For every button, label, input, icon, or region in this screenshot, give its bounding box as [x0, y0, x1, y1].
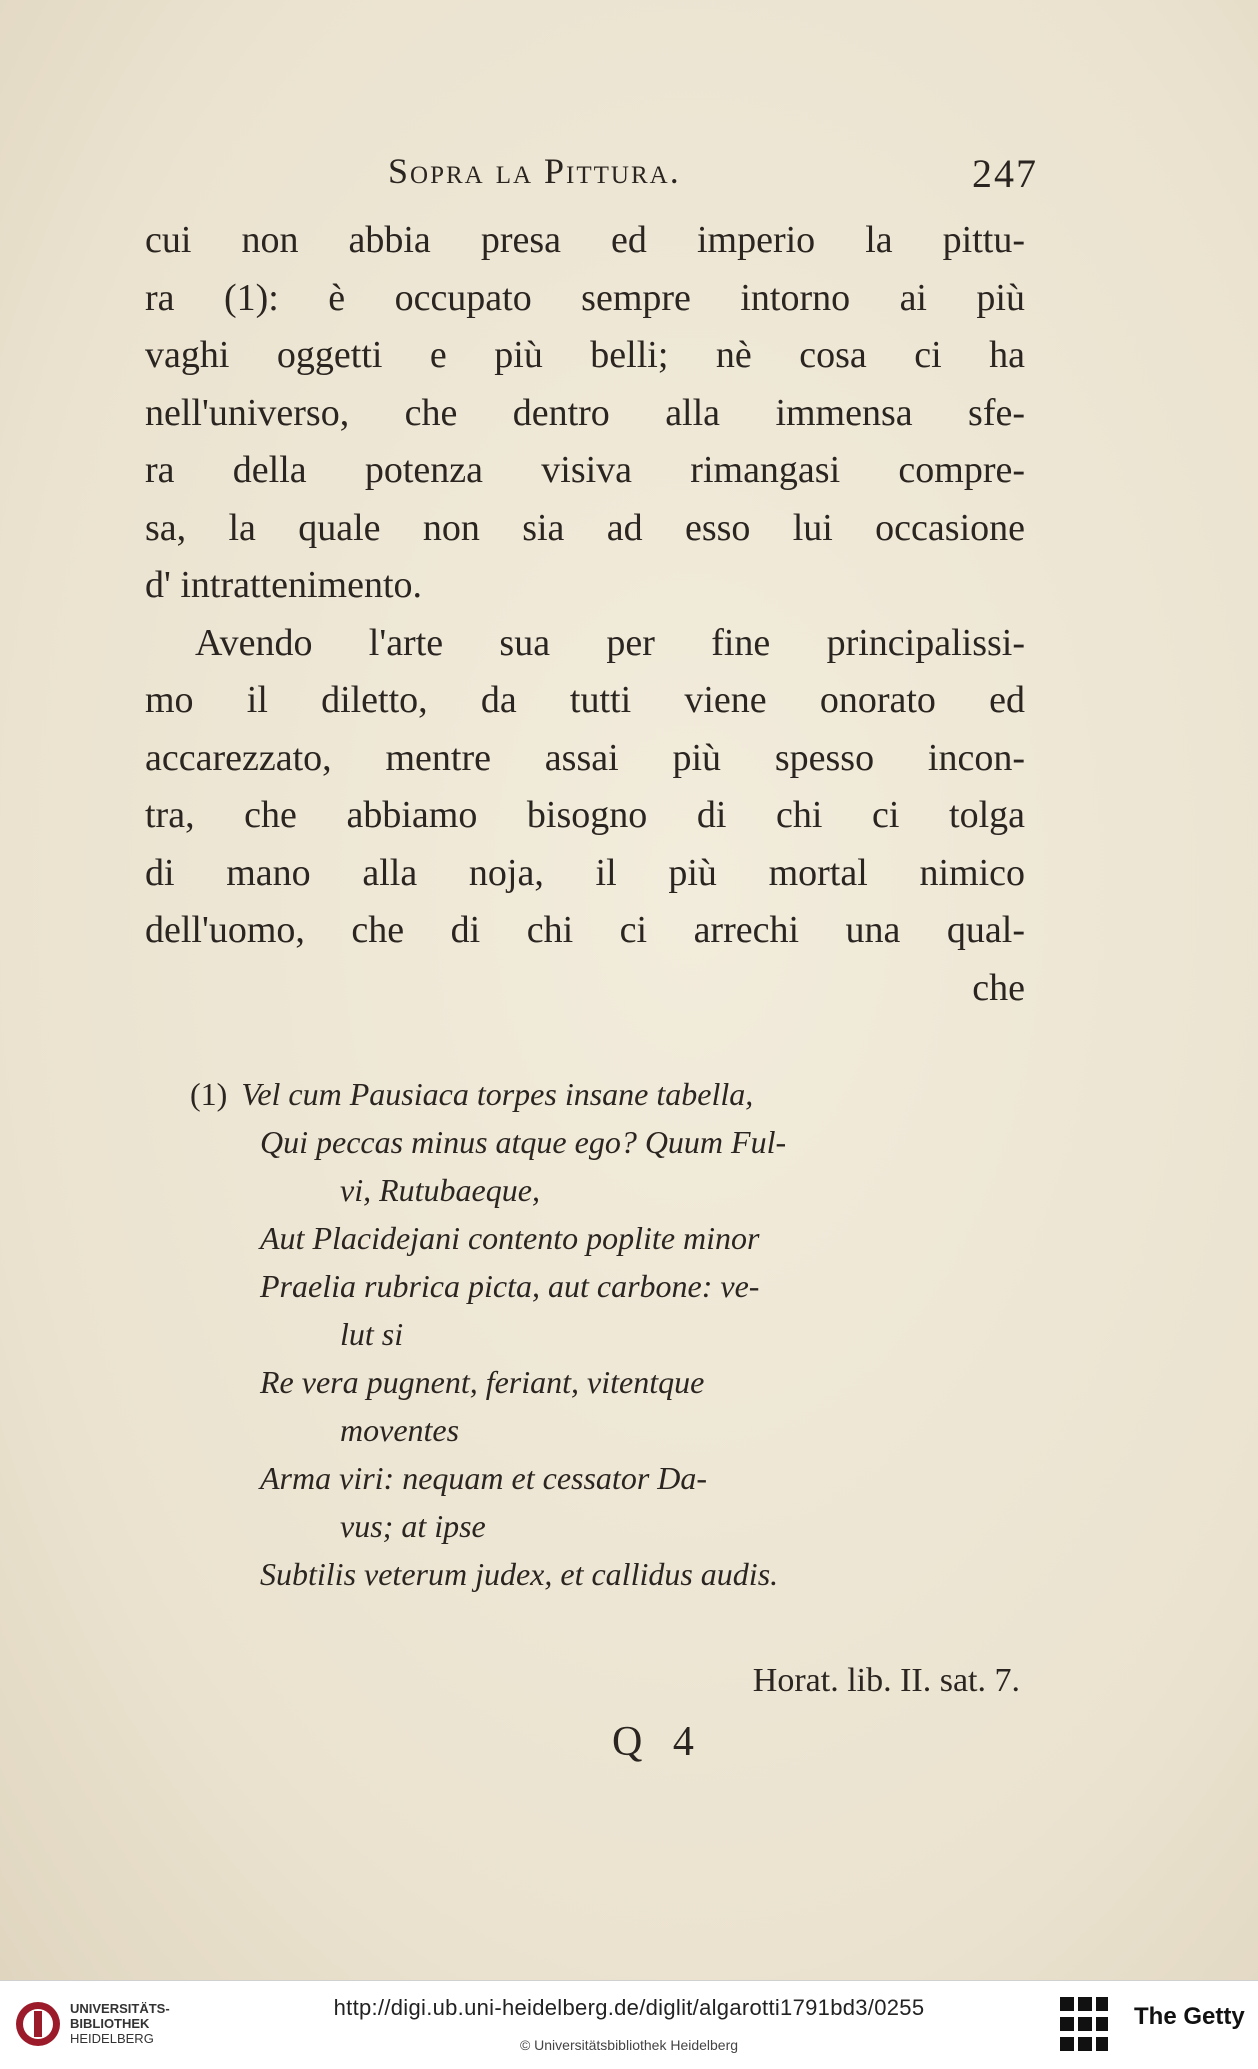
footnote-attribution: Horat. lib. II. sat. 7. — [752, 1662, 1020, 1699]
footnote-line: Qui peccas minus atque ego? Quum Ful- — [260, 1124, 787, 1160]
footnote-line: lut si — [340, 1316, 404, 1352]
text-line: d' intrattenimento. — [145, 564, 423, 606]
copyright-notice: © Universitätsbibliothek Heidelberg — [519, 2037, 739, 2053]
text-line: sa, la quale non sia ad esso lui occasione — [145, 506, 1025, 549]
text-line: vaghi oggetti e più belli; nè cosa ci ha — [145, 334, 1025, 376]
text-line: ra (1): è occupato sempre intorno ai più — [145, 276, 1025, 319]
footnote-line: Re vera pugnent, feriant, vitentque — [260, 1364, 705, 1400]
text-line: Avendo l'arte sua per fine principalissi- — [195, 621, 1025, 664]
text-line: cui non abbia presa ed imperio la pittu- — [145, 219, 1025, 261]
text-line: dell'uomo, che di chi ci arrechi una qual- — [145, 909, 1025, 951]
running-title: Sopra la Pittura. — [388, 151, 681, 191]
text-line: tra, che abbiamo bisogno di chi ci tolga — [145, 794, 1025, 836]
footnote-line: moventes — [340, 1412, 460, 1448]
library-name-line: BIBLIOTHEK — [70, 2016, 150, 2031]
page-number: 247 — [972, 151, 1038, 196]
footnote — [190, 1070, 1020, 1598]
body-text — [145, 212, 1025, 1017]
footnote-line-text: Vel cum Pausiaca torpes insane tabella, — [241, 1076, 754, 1112]
signature-mark: Q 4 — [612, 1719, 704, 1765]
getty-logo-icon — [1058, 1995, 1110, 2055]
running-header — [388, 150, 1038, 200]
text-line: mo il diletto, da tutti viene onorato ed — [145, 679, 1025, 721]
text-line: accarezzato, mentre assai più spesso incon- — [145, 736, 1025, 779]
footnote-line: vus; at ipse — [340, 1508, 486, 1544]
footnote-line: Aut Placidejani contento poplite minor — [260, 1220, 760, 1256]
sponsor-name: The Getty — [1134, 2003, 1245, 2030]
footnote-line: Arma viri: nequam et cessator Da- — [260, 1460, 708, 1496]
text-line: ra della potenza visiva rimangasi compre- — [145, 449, 1025, 491]
footnote-line: vi, Rutubaeque, — [340, 1172, 540, 1208]
permalink-url[interactable]: http://digi.ub.uni-heidelberg.de/diglit/algarotti1791bd3/0255 — [333, 1995, 925, 2020]
viewer-footer — [0, 1980, 1258, 2069]
footnote-marker: (1) — [190, 1076, 228, 1112]
text-line: di mano alla noja, il più mortal nimico — [145, 851, 1025, 894]
footnote-line — [190, 1070, 1020, 1118]
footnote-line: Subtilis veterum judex, et callidus audis. — [260, 1556, 779, 1592]
library-name-line: UNIVERSITÄTS- — [70, 2001, 170, 2016]
footnote-line: Praelia rubrica picta, aut carbone: ve- — [260, 1268, 760, 1304]
catchword: che — [972, 966, 1025, 1009]
library-name-line: HEIDELBERG — [70, 2031, 154, 2046]
text-line: nell'universo, che dentro alla immensa sfe- — [145, 391, 1025, 434]
